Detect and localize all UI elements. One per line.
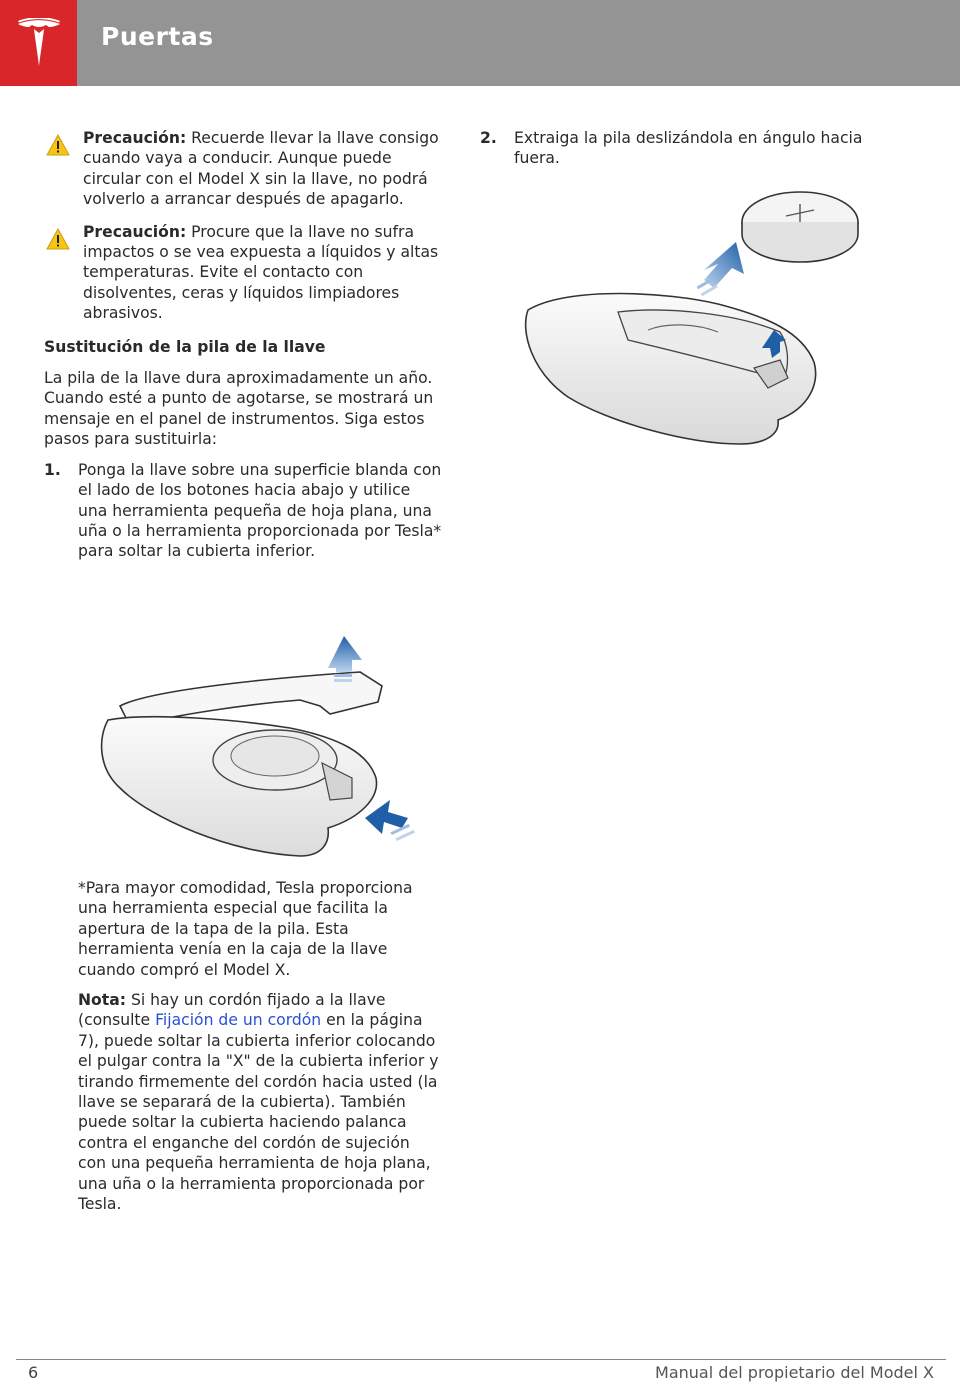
page-header [0,0,960,86]
manual-title: Manual del propietario del Model X [655,1363,934,1382]
step-2 [480,128,880,169]
caution-text: Recuerde llevar la llave consigo cuando vaya a conducir. Aunque puede circular con el Model X sin la llave, no podrá volverlo a arrancar después de apagarlo. [83,129,439,209]
caution-block-1 [44,128,442,210]
caution-label: Precaución: [83,129,187,147]
tesla-logo-icon [16,18,62,68]
footnote-text: *Para mayor comodidad, Tesla proporciona una herramienta especial que facilita la apertura de la tapa de la pila. Esta herramienta venía en la caja de la llave cuando compró el Model X. [78,879,413,979]
key-cover-removal-illustration [90,628,420,863]
left-column [44,128,442,562]
note-text-after: en la página 7), puede soltar la cubierta inferior colocando el pulgar contra la "X" de la cubierta inferior y tirando firmemente del cordón hacia usted (la llave se separará de la cubierta). También puede soltar la cubierta haciendo palanca contra el enganche del cordón de sujeción con una pequeña herramienta de hoja plana, una uña o la herramienta proporcionada por Tesla. [78,1011,439,1214]
caution-label: Precaución: [83,222,187,241]
note-text-before: Si hay un cordón fijado a la llave (consulte [78,991,386,1030]
right-column [480,128,880,169]
step-text: Ponga la llave sobre una superficie blanda con el lado de los botones hacia abajo y utilice una herramienta pequeña de hoja plana, una uña o la herramienta proporcionada por Tesla* para soltar la cubierta inferior. [78,460,442,561]
warning-icon [46,134,70,156]
step-number: 1. [44,460,61,479]
step-1 [44,460,442,562]
step-number: 2. [480,129,497,147]
section-heading: Sustitución de la pila de la llave [44,337,326,356]
footnote-section [78,878,440,1225]
lanyard-link[interactable]: Fijación de un cordón [155,1011,322,1030]
note-paragraph [78,990,440,1214]
footer-divider [16,1359,946,1360]
intro-paragraph: La pila de la llave dura aproximadamente un año. Cuando esté a punto de agotarse, se mostrará un mensaje en el panel de instrumentos. Siga estos pasos para sustituirla: [44,369,434,449]
caution-text: Procure que la llave no sufra impactos o se vea expuesta a líquidos y altas temperaturas. Evite el contacto con disolventes, ceras y líquidos limpiadores abrasivos. [83,222,439,323]
warning-icon [46,228,70,250]
note-label: Nota: [78,991,126,1010]
page-title: Puertas [101,22,214,51]
tesla-logo [0,0,77,86]
caution-block-2 [44,222,442,324]
step-text: Extraiga la pila deslizándola en ángulo hacia fuera. [514,129,863,168]
battery-removal-illustration [518,182,864,457]
page-number: 6 [28,1363,39,1382]
